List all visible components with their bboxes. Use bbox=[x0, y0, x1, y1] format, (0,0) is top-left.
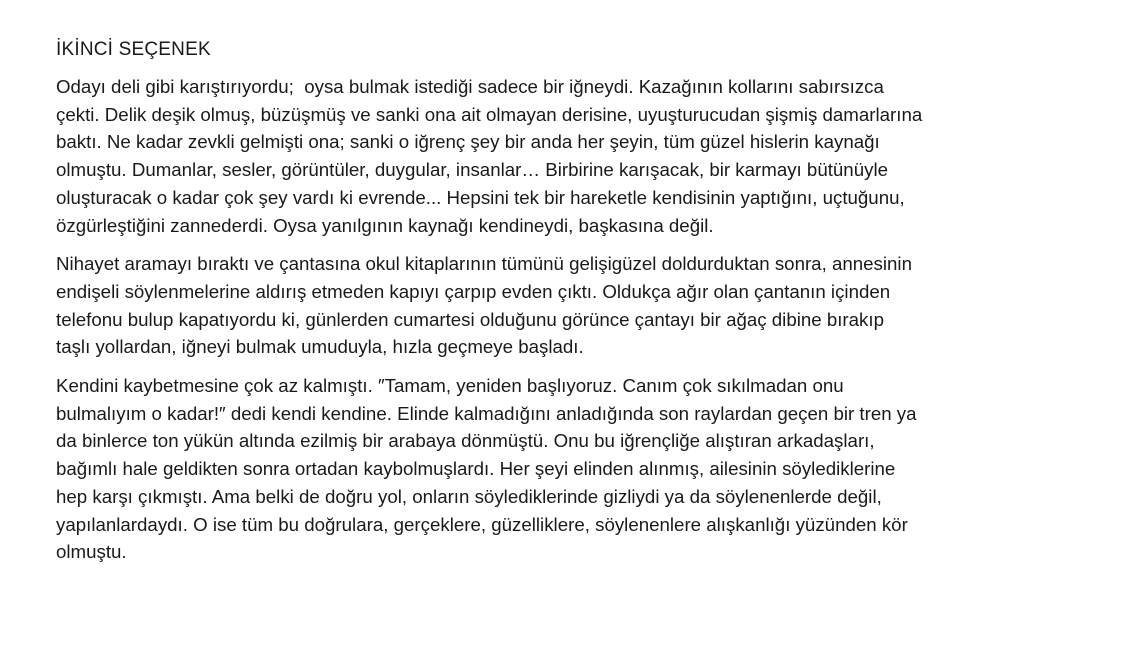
paragraph-line: Kendini kaybetmesine çok az kalmıştı. ″Tamam, yeniden başlıyoruz. Canım çok sıkılmadan onu bbox=[56, 375, 844, 397]
paragraph-line: özgürleştiğini zannederdi. Oysa yanılgının kaynağı kendineydi, başkasına değil. bbox=[56, 214, 714, 236]
document-title: İKİNCİ SEÇENEK bbox=[56, 39, 211, 60]
paragraph-line: bulmalıyım o kadar!″ dedi kendi kendine. Elinde kalmadığını anladığında son raylardan geçen bir tren ya bbox=[56, 402, 917, 424]
paragraph-2 bbox=[56, 250, 1106, 361]
paragraph-line: bağımlı hale geldikten sonra ortadan kaybolmuşlardı. Her şeyi elinden alınmış, ailesinin söylediklerine bbox=[56, 458, 896, 480]
paragraph-line: yapılanlardaydı. O ise tüm bu doğrulara, gerçeklere, güzelliklere, söylenenlere alışkanlığı yüzünden kör bbox=[56, 513, 908, 535]
paragraph-line: oluşturacak o kadar çok şey vardı ki evrende... Hepsini tek bir hareketle kendisinin yaptığını, uçtuğunu, bbox=[56, 186, 905, 208]
paragraph-line: da binlerce ton yükün altında ezilmiş bir arabaya dönmüştü. Onu bu iğrençliğe alıştıran arkadaşları, bbox=[56, 430, 875, 452]
document bbox=[56, 36, 1106, 577]
paragraph-line: telefonu bulup kapatıyordu ki, günlerden cumartesi olduğunu görünce çantayı bir ağaç dibine bırakıp bbox=[56, 308, 884, 330]
paragraph-line: olmuştu. Dumanlar, sesler, görüntüler, duygular, insanlar… Birbirine karışacak, bir karmayı bütünüyle bbox=[56, 159, 888, 181]
paragraph-line: hep karşı çıkmıştı. Ama belki de doğru yol, onların söylediklerinde gizliydi ya da söylenenlerde değil, bbox=[56, 485, 882, 507]
paragraph-line: endişeli söylenmelerine aldırış etmeden kapıyı çarpıp evden çıktı. Oldukça ağır olan çantanın içinden bbox=[56, 280, 891, 302]
paragraph-line: Odayı deli gibi karıştırıyordu; oysa bulmak istediği sadece bir iğneydi. Kazağının kollarını sabırsızca bbox=[56, 76, 884, 97]
paragraph-line: olmuştu. bbox=[56, 541, 127, 563]
paragraph-line: Nihayet aramayı bıraktı ve çantasına okul kitaplarının tümünü gelişigüzel doldurduktan sonra, annesinin bbox=[56, 253, 912, 275]
paragraph-line: baktı. Ne kadar zevkli gelmişti ona; sanki o iğrenç şey bir anda her şeyin, tüm güzel hislerin kaynağı bbox=[56, 131, 880, 153]
paragraph-line: çekti. Delik deşik olmuş, büzüşmüş ve sanki ona ait olmayan derisine, uyuşturucudan şişmiş damarlarına bbox=[56, 103, 923, 125]
paragraph-1 bbox=[56, 73, 1106, 239]
paragraph-line: taşlı yollardan, iğneyi bulmak umuduyla, hızla geçmeye başladı. bbox=[56, 336, 584, 358]
paragraph-3 bbox=[56, 372, 1106, 566]
